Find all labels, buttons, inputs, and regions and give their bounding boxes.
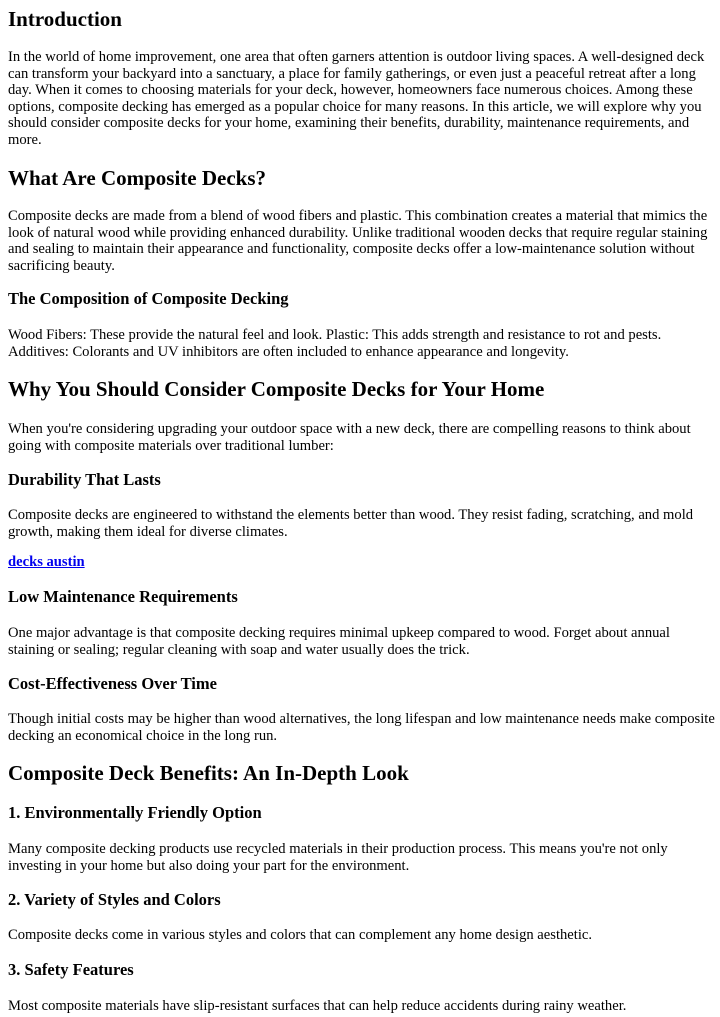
paragraph-safety: Most composite materials have slip-resistant surfaces that can help reduce accidents during rainy weather. [8,998,627,1014]
heading-introduction: Introduction [8,7,122,31]
heading-composition: The Composition of Composite Decking [8,289,289,308]
paragraph-durability: Composite decks are engineered to withstand the elements better than wood. They resist fading, scratching, and mold growth, making them ideal for diverse climates. [8,507,694,540]
heading-durability: Durability That Lasts [8,470,161,489]
paragraph-why-consider: When you're considering upgrading your outdoor space with a new deck, there are compelling reasons to think about going with composite materials over traditional lumber: [8,421,691,454]
paragraph-environmentally-friendly: Many composite decking products use recycled materials in their production process. This means you're not only investing in your home but also doing your part for the environment. [8,841,668,874]
heading-safety: 3. Safety Features [8,960,134,979]
paragraph-low-maintenance: One major advantage is that composite decking requires minimal upkeep compared to wood. Forget about annual staining or sealing; regular cleaning with soap and water usually does the trick. [8,625,670,658]
decks-austin-link[interactable]: decks austin [8,554,85,570]
heading-cost-effectiveness: Cost-Effectiveness Over Time [8,674,217,693]
paragraph-composition: Wood Fibers: These provide the natural feel and look. Plastic: This adds strength and resistance to rot and pests. Additives: Colorants and UV inhibitors are often included to enhance appearance and longevity. [8,327,662,360]
paragraph-what-are-composite-decks: Composite decks are made from a blend of wood fibers and plastic. This combination creates a material that mimics the look of natural wood while providing enhanced durability. Unlike traditional wooden decks that require regular staining and sealing to maintain their appearance and functionality, composite decks offer a low-maintenance solution without sacrificing beauty. [8,208,708,274]
heading-what-are-composite-decks: What Are Composite Decks? [8,166,267,190]
heading-styles-colors: 2. Variety of Styles and Colors [8,890,221,909]
heading-environmentally-friendly: 1. Environmentally Friendly Option [8,803,262,822]
heading-low-maintenance: Low Maintenance Requirements [8,587,238,606]
paragraph-cost-effectiveness: Though initial costs may be higher than wood alternatives, the long lifespan and low maintenance needs make composite decking an economical choice in the long run. [8,711,715,744]
paragraph-introduction: In the world of home improvement, one area that often garners attention is outdoor living spaces. A well-designed deck can transform your backyard into a sanctuary, a place for family gatherings, or even just a peaceful retreat after a long day. When it comes to choosing materials for your deck, however, homeowners face numerous choices. Among these options, composite decking has emerged as a popular choice for many reasons. In this article, we will explore why you should consider composite decks for your home, examining their benefits, durability, maintenance requirements, and more. [8,49,705,148]
heading-why-consider: Why You Should Consider Composite Decks for Your Home [8,377,545,401]
paragraph-styles-colors: Composite decks come in various styles and colors that can complement any home design aesthetic. [8,927,593,943]
heading-benefits: Composite Deck Benefits: An In-Depth Look [8,761,409,785]
